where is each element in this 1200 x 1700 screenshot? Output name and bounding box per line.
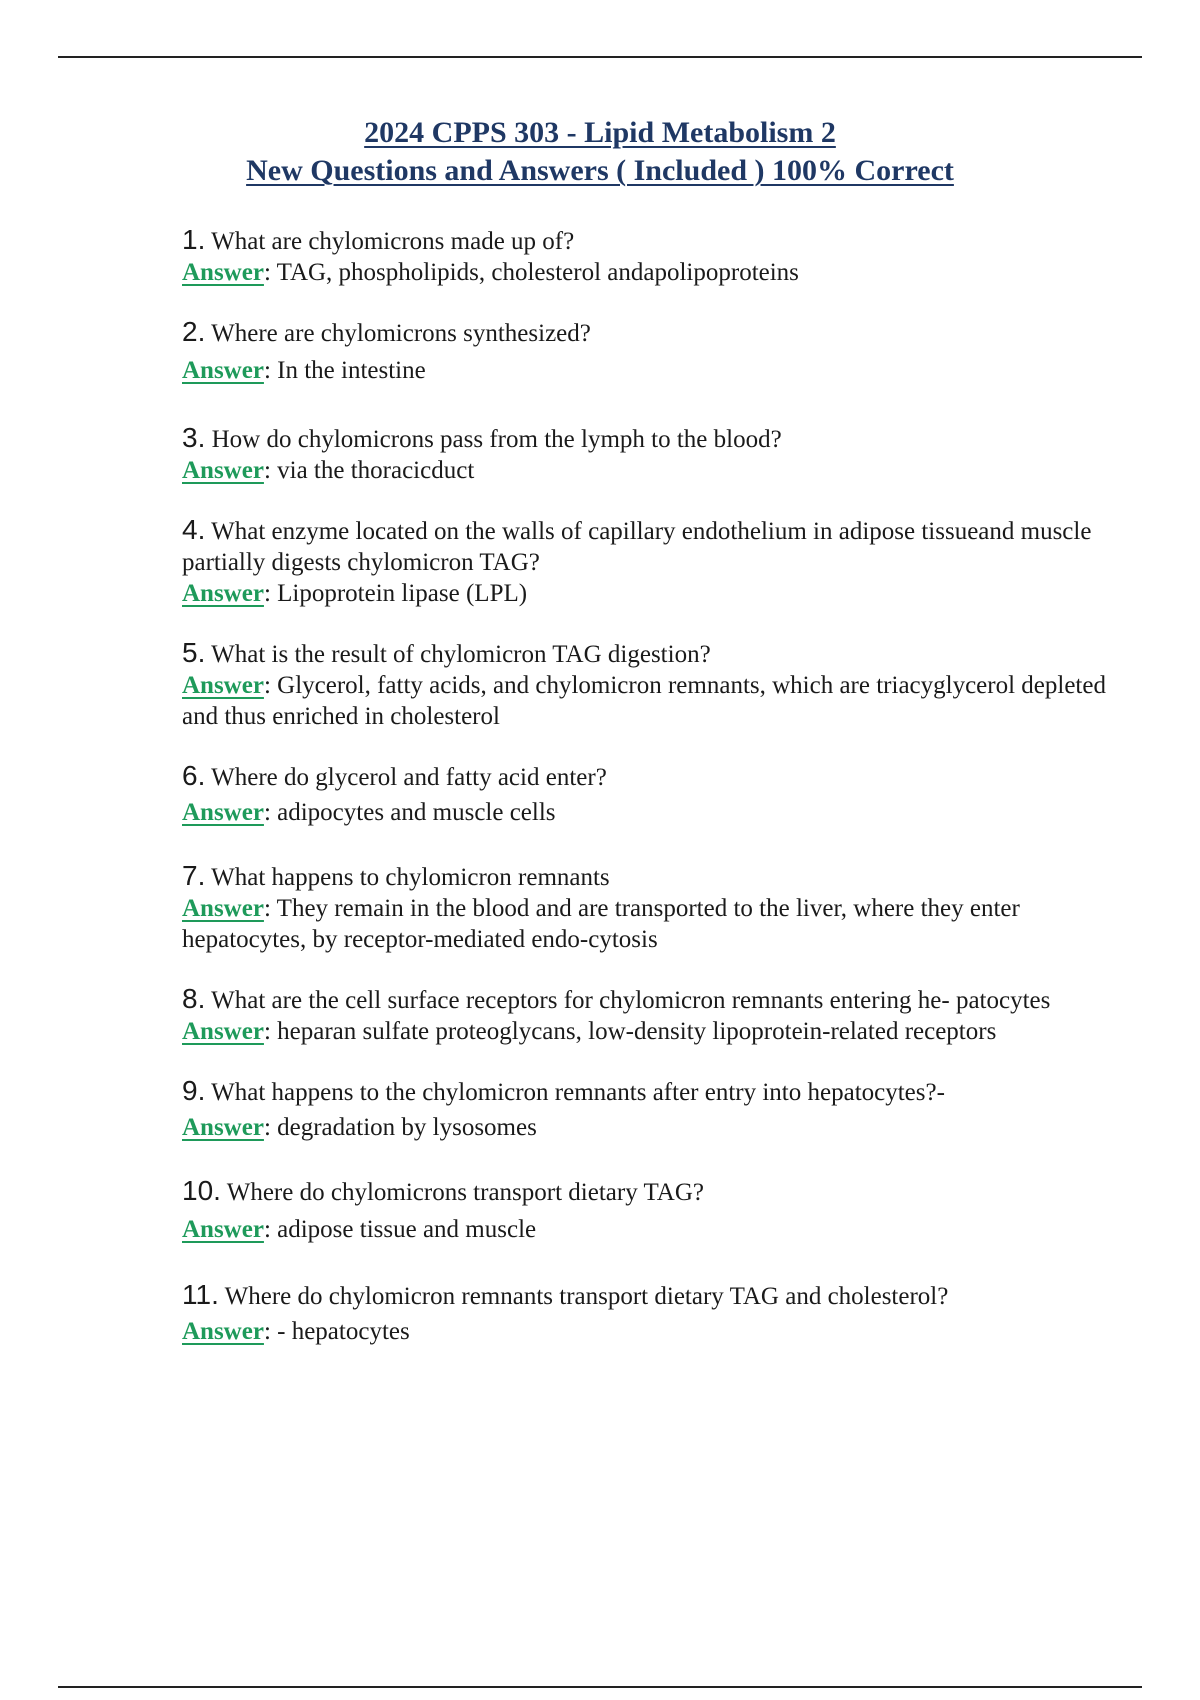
question-text: How do chylomicrons pass from the lymph to the blood? (205, 426, 782, 453)
question (182, 983, 1132, 1016)
answer-text: : - hepatocytes (263, 1318, 410, 1345)
answer (182, 1214, 1132, 1245)
question (182, 1075, 1132, 1108)
answer-label: Answer (182, 457, 264, 484)
answer-text: : degradation by lysosomes (263, 1114, 537, 1141)
answer (182, 1016, 1132, 1047)
answer-label: Answer (182, 1216, 264, 1243)
question-text: Where are chylomicrons synthesized? (205, 320, 591, 347)
question-text: What happens to the chylomicron remnants after entry into hepatocytes?- (205, 1079, 945, 1106)
question (182, 422, 1132, 455)
qa-item-6 (182, 760, 1132, 828)
answer (182, 257, 1132, 288)
answer-label: Answer (182, 895, 264, 922)
qa-item-4 (182, 514, 1132, 609)
answer-text: : heparan sulfate proteoglycans, low-density lipoprotein-related receptors (263, 1018, 997, 1045)
answer (182, 355, 1132, 386)
question-text: Where do chylomicron remnants transport dietary TAG and cholesterol? (218, 1283, 949, 1310)
question-number: 2. (182, 316, 206, 347)
answer-label: Answer (182, 672, 264, 699)
answer-text: : Lipoprotein lipase (LPL) (263, 580, 528, 607)
question-number: 4. (182, 514, 206, 545)
answer-text: : Glycerol, fatty acids, and chylomicron remnants, which are triacyglycerol depleted and thus enriched in cholesterol (182, 672, 1106, 730)
qa-item-2 (182, 316, 1132, 386)
qa-item-1 (182, 224, 1132, 288)
question-text: What enzyme located on the walls of capillary endothelium in adipose tissueand muscle partially digests chylomicron TAG? (182, 518, 1092, 576)
question-number: 11. (182, 1279, 219, 1310)
qa-item-5 (182, 637, 1132, 732)
answer-text: : They remain in the blood and are transported to the liver, where they enter hepatocytes, by receptor-mediated endo-cytosis (182, 895, 1020, 953)
answer-label: Answer (182, 580, 264, 607)
question-text: Where do glycerol and fatty acid enter? (205, 764, 607, 791)
bottom-rule (58, 1686, 1142, 1688)
qa-item-8 (182, 983, 1132, 1047)
question-number: 8. (182, 983, 206, 1014)
question-text: Where do chylomicrons transport dietary TAG? (220, 1179, 704, 1206)
question-number: 1. (182, 224, 206, 255)
question-text: What is the result of chylomicron TAG digestion? (205, 641, 711, 668)
question-number: 6. (182, 760, 206, 791)
document-title (0, 114, 1200, 190)
title-line-1: 2024 CPPS 303 - Lipid Metabolism 2 (364, 116, 836, 149)
question (182, 860, 1132, 893)
answer-text: : adipose tissue and muscle (263, 1216, 537, 1243)
answer (182, 1316, 1132, 1347)
answer (182, 670, 1132, 732)
question (182, 316, 1132, 349)
answer-label: Answer (182, 1018, 264, 1045)
question (182, 224, 1132, 257)
question-text: What are chylomicrons made up of? (205, 228, 575, 255)
qa-item-3 (182, 422, 1132, 486)
answer-label: Answer (182, 259, 264, 286)
question-text: What happens to chylomicron remnants (205, 864, 610, 891)
question-text: What are the cell surface receptors for chylomicron remnants entering he- patocytes (205, 987, 1051, 1014)
question (182, 1175, 1132, 1208)
qa-item-11 (182, 1279, 1132, 1347)
qa-item-7 (182, 860, 1132, 955)
question-number: 9. (182, 1075, 206, 1106)
answer-text: : via the thoracicduct (263, 457, 475, 484)
answer-text: : adipocytes and muscle cells (263, 799, 556, 826)
answer (182, 1112, 1132, 1143)
answer-text: : In the intestine (263, 357, 426, 384)
answer (182, 578, 1132, 609)
question (182, 1279, 1132, 1312)
answer (182, 797, 1132, 828)
answer-label: Answer (182, 357, 264, 384)
title-line-2: New Questions and Answers ( Included ) 100% Correct (246, 154, 954, 187)
qa-list (182, 224, 1132, 1347)
question-number: 5. (182, 637, 206, 668)
top-rule (58, 56, 1142, 58)
answer (182, 455, 1132, 486)
answer (182, 893, 1132, 955)
answer-text: : TAG, phospholipids, cholesterol andapolipoproteins (263, 259, 799, 286)
answer-label: Answer (182, 1318, 264, 1345)
question (182, 637, 1132, 670)
question (182, 760, 1132, 793)
question-number: 7. (182, 860, 206, 891)
question (182, 514, 1132, 578)
qa-item-10 (182, 1175, 1132, 1245)
question-number: 10. (182, 1175, 221, 1206)
answer-label: Answer (182, 799, 264, 826)
qa-item-9 (182, 1075, 1132, 1143)
question-number: 3. (182, 422, 206, 453)
answer-label: Answer (182, 1114, 264, 1141)
